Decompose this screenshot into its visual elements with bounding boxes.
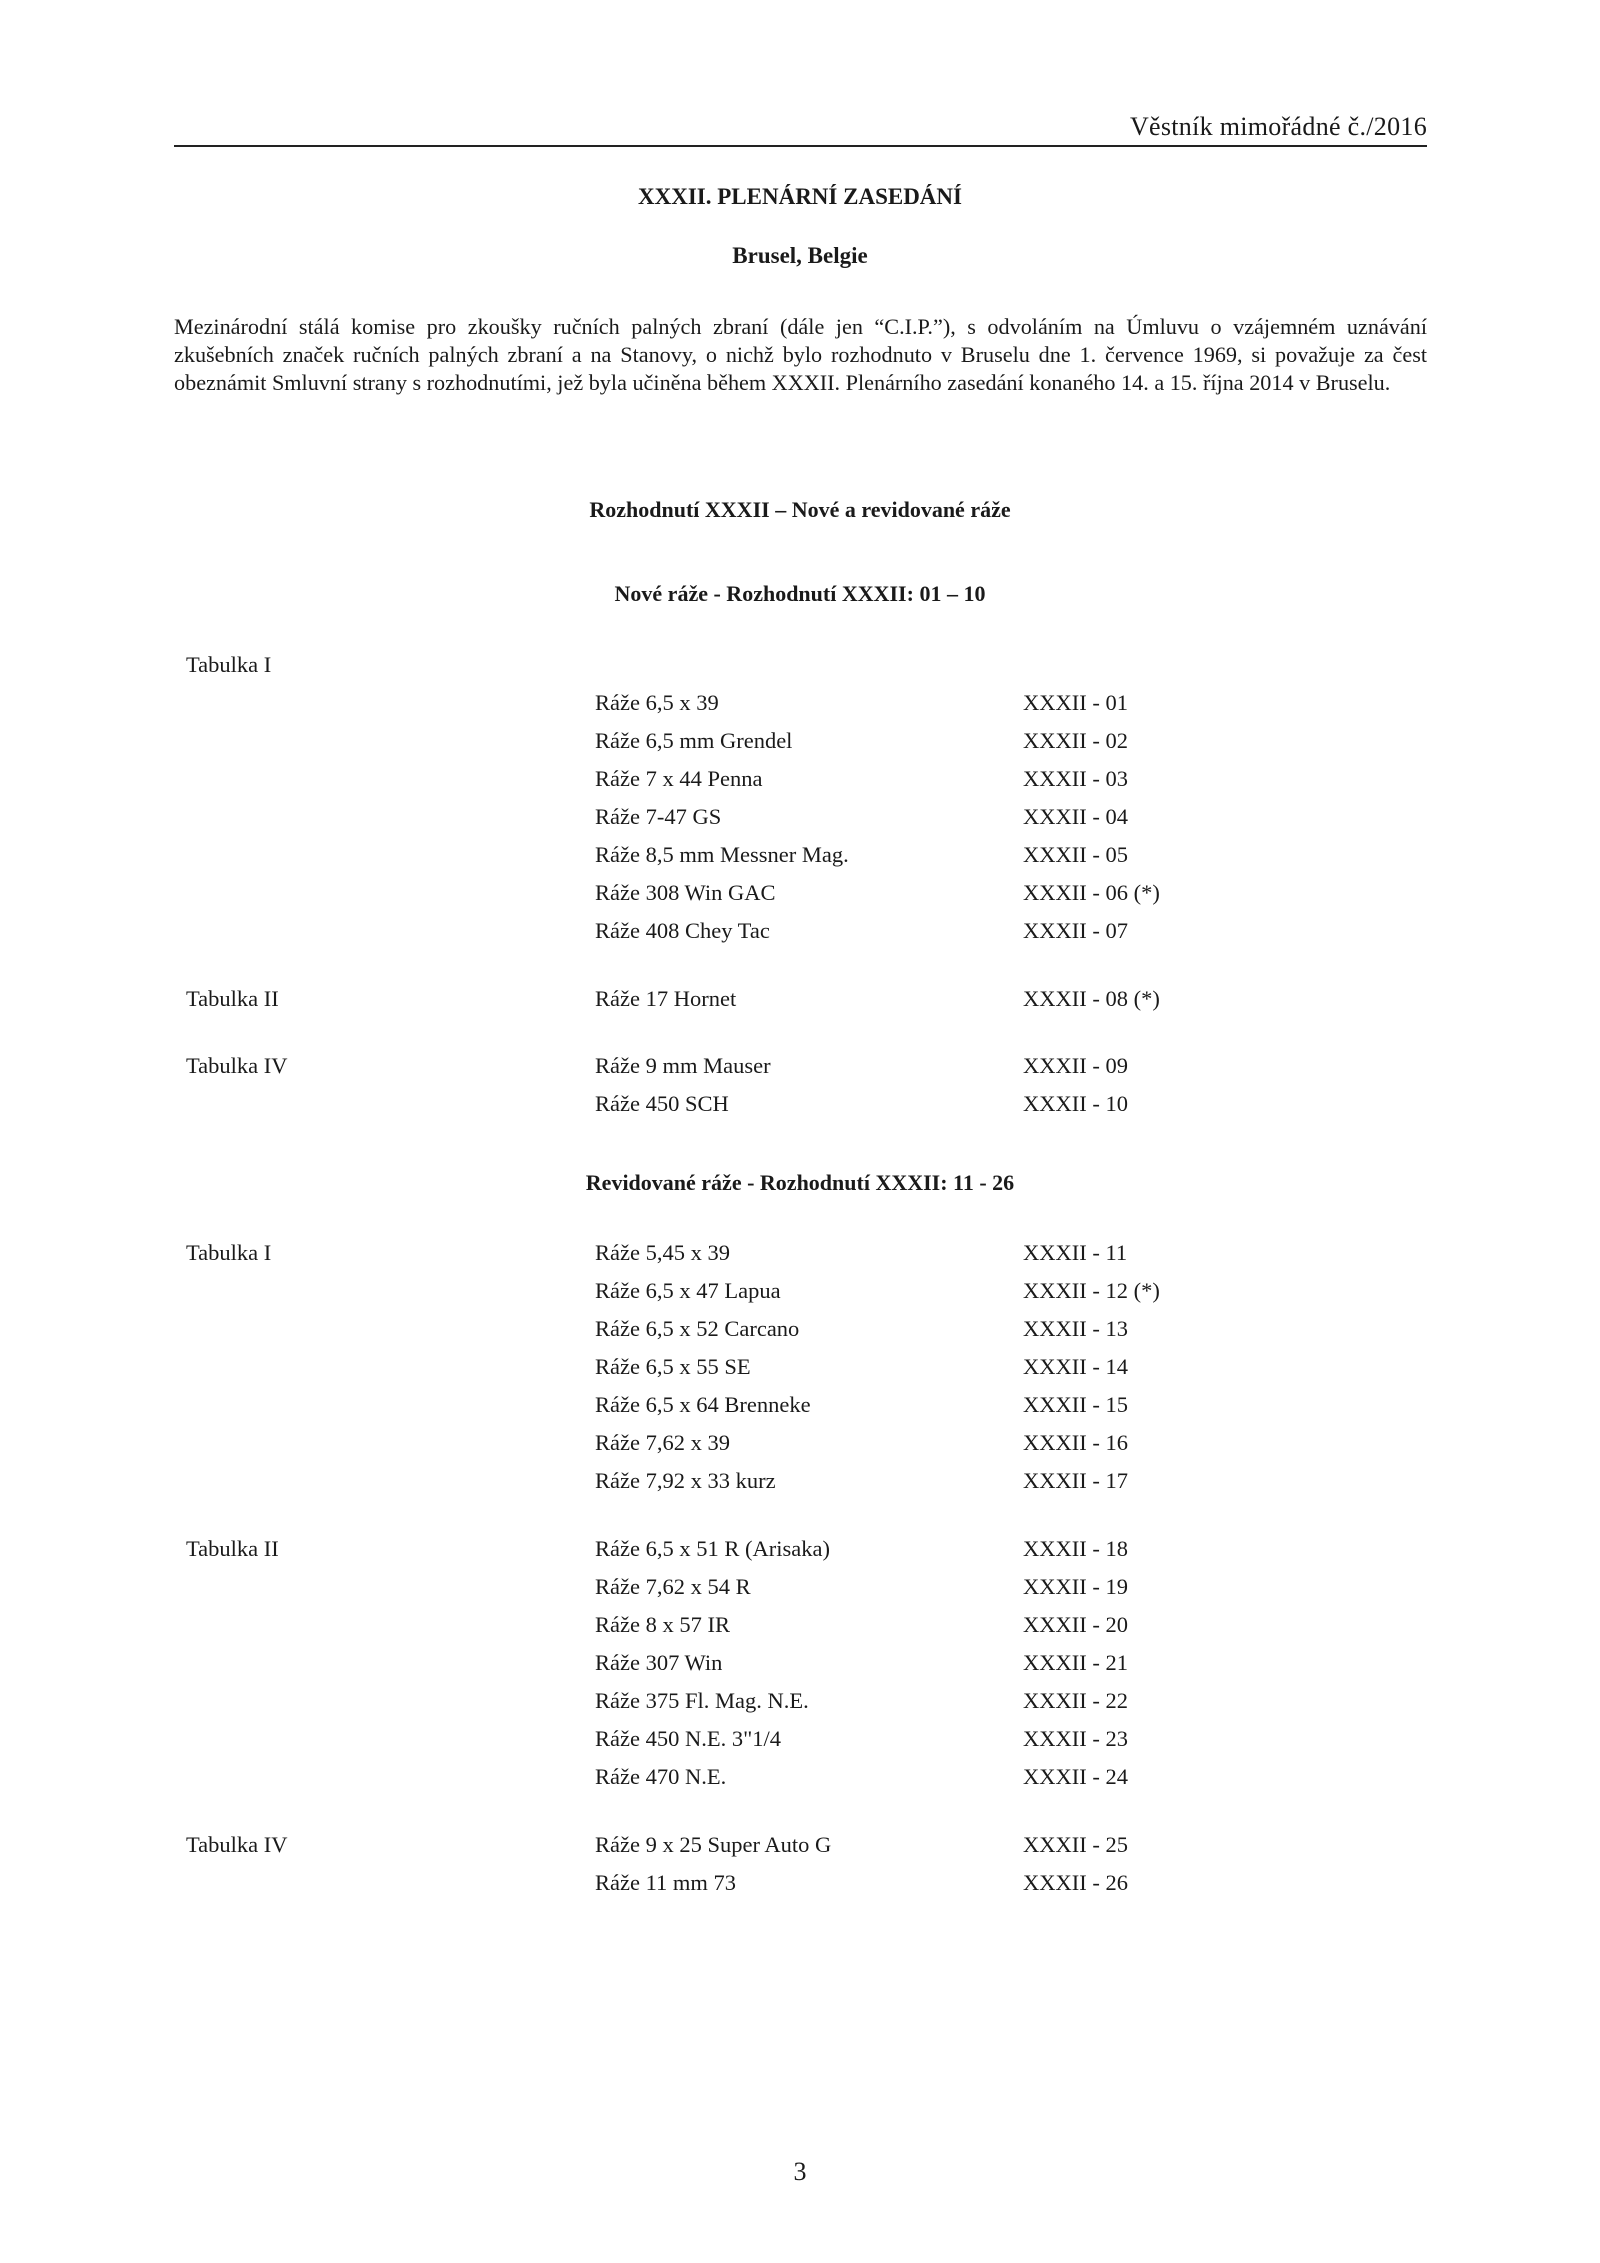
- decision-number: XXXII - 22: [1023, 1688, 1128, 1713]
- table-row: [0, 690, 1600, 720]
- caliber-name: Ráže 470 N.E.: [595, 1764, 727, 1789]
- decision-number: XXXII - 23: [1023, 1726, 1128, 1751]
- table-row: [0, 918, 1600, 948]
- decision-number: XXXII - 17: [1023, 1468, 1128, 1493]
- caliber-name: Ráže 308 Win GAC: [595, 880, 776, 905]
- table-row: [0, 652, 1600, 682]
- table-row: [0, 986, 1600, 1016]
- table-row: [0, 766, 1600, 796]
- header-rule: [174, 145, 1427, 147]
- page-number: 3: [793, 2157, 807, 2186]
- decision-number: XXXII - 10: [1023, 1091, 1128, 1116]
- table-row: [0, 804, 1600, 834]
- decision-number: XXXII - 20: [1023, 1612, 1128, 1637]
- decision-number: XXXII - 26: [1023, 1870, 1128, 1895]
- caliber-name: Ráže 8,5 mm Messner Mag.: [595, 842, 849, 867]
- table-row: [0, 1053, 1600, 1083]
- decision-number: XXXII - 04: [1023, 804, 1128, 829]
- caliber-name: Ráže 6,5 x 47 Lapua: [595, 1278, 781, 1303]
- decision-number: XXXII - 02: [1023, 728, 1128, 753]
- caliber-name: Ráže 6,5 x 39: [595, 690, 719, 715]
- caliber-name: Ráže 450 N.E. 3"1/4: [595, 1726, 782, 1751]
- caliber-name: Ráže 17 Hornet: [595, 986, 737, 1011]
- table-row: [0, 1832, 1600, 1862]
- decision-number: XXXII - 18: [1023, 1536, 1128, 1561]
- table-row: [0, 842, 1600, 872]
- revised-calibers-heading: Revidované ráže - Rozhodnutí XXXII: 11 - 26: [585, 1170, 1015, 1195]
- caliber-name: Ráže 9 x 25 Super Auto G: [595, 1832, 832, 1857]
- section-heading: Rozhodnutí XXXII – Nové a revidované ráže: [589, 497, 1011, 522]
- decision-number: XXXII - 06 (*): [1023, 880, 1160, 905]
- table-row: [0, 1278, 1600, 1308]
- table-row: [0, 1091, 1600, 1121]
- caliber-name: Ráže 6,5 x 64 Brenneke: [595, 1392, 811, 1417]
- caliber-name: Ráže 307 Win: [595, 1650, 723, 1675]
- decision-number: XXXII - 07: [1023, 918, 1128, 943]
- table-row: [0, 1612, 1600, 1642]
- table-group-label: Tabulka II: [186, 986, 279, 1011]
- caliber-name: Ráže 408 Chey Tac: [595, 918, 770, 943]
- caliber-name: Ráže 8 x 57 IR: [595, 1612, 730, 1637]
- caliber-name: Ráže 6,5 mm Grendel: [595, 728, 793, 753]
- table-group-label: Tabulka I: [186, 652, 272, 677]
- new-calibers-heading: Nové ráže - Rozhodnutí XXXII: 01 – 10: [614, 581, 986, 606]
- decision-number: XXXII - 15: [1023, 1392, 1128, 1417]
- table-row: [0, 880, 1600, 910]
- intro-paragraph: Mezinárodní stálá komise pro zkoušky ručních palných zbraní (dále jen “C.I.P.”), s odvoláním na Úmluvu o vzájemném uznávání zkušebních značek ručních palných zbraní a na Stanovy, o nichž bylo rozhodnuto v Bruselu dne 1. července 1969, si považuje za čest obeznámit Smluvní strany s rozhodnutími, jež byla učiněna během XXXII. Plenárního zasedání konaného 14. a 15. října 2014 v Bruselu.: [174, 314, 1427, 395]
- decision-number: XXXII - 16: [1023, 1430, 1128, 1455]
- decision-number: XXXII - 25: [1023, 1832, 1128, 1857]
- caliber-name: Ráže 11 mm 73: [595, 1870, 737, 1895]
- decision-number: XXXII - 13: [1023, 1316, 1128, 1341]
- journal-title: Věstník mimořádné č./2016: [1129, 112, 1427, 141]
- decision-number: XXXII - 05: [1023, 842, 1128, 867]
- table-row: [0, 1574, 1600, 1604]
- caliber-name: Ráže 7,92 x 33 kurz: [595, 1468, 776, 1493]
- caliber-name: Ráže 6,5 x 51 R (Arisaka): [595, 1536, 830, 1561]
- table-row: [0, 1430, 1600, 1460]
- table-row: [0, 1726, 1600, 1756]
- caliber-name: Ráže 7-47 GS: [595, 804, 722, 829]
- caliber-name: Ráže 6,5 x 55 SE: [595, 1354, 751, 1379]
- table-row: [0, 1536, 1600, 1566]
- caliber-name: Ráže 5,45 x 39: [595, 1240, 730, 1265]
- caliber-name: Ráže 6,5 x 52 Carcano: [595, 1316, 800, 1341]
- caliber-name: Ráže 7 x 44 Penna: [595, 766, 763, 791]
- document-subtitle: Brusel, Belgie: [732, 243, 868, 268]
- decision-number: XXXII - 11: [1023, 1240, 1128, 1265]
- table-row: [0, 1468, 1600, 1498]
- caliber-name: Ráže 375 Fl. Mag. N.E.: [595, 1688, 809, 1713]
- table-group-label: Tabulka II: [186, 1536, 279, 1561]
- decision-number: XXXII - 08 (*): [1023, 986, 1160, 1011]
- decision-number: XXXII - 03: [1023, 766, 1128, 791]
- caliber-name: Ráže 450 SCH: [595, 1091, 729, 1116]
- table-row: [0, 1316, 1600, 1346]
- decision-number: XXXII - 19: [1023, 1574, 1128, 1599]
- table-row: [0, 1870, 1600, 1900]
- table-row: [0, 1688, 1600, 1718]
- decision-number: XXXII - 24: [1023, 1764, 1128, 1789]
- decision-number: XXXII - 14: [1023, 1354, 1128, 1379]
- document-title: XXXII. PLENÁRNÍ ZASEDÁNÍ: [638, 184, 962, 209]
- table-row: [0, 1240, 1600, 1270]
- caliber-name: Ráže 7,62 x 54 R: [595, 1574, 751, 1599]
- table-row: [0, 1392, 1600, 1422]
- caliber-name: Ráže 7,62 x 39: [595, 1430, 730, 1455]
- caliber-name: Ráže 9 mm Mauser: [595, 1053, 771, 1078]
- decision-number: XXXII - 21: [1023, 1650, 1128, 1675]
- decision-number: XXXII - 01: [1023, 690, 1128, 715]
- table-row: [0, 1354, 1600, 1384]
- table-row: [0, 1764, 1600, 1794]
- table-group-label: Tabulka IV: [186, 1832, 288, 1857]
- decision-number: XXXII - 12 (*): [1023, 1278, 1160, 1303]
- table-row: [0, 728, 1600, 758]
- decision-number: XXXII - 09: [1023, 1053, 1128, 1078]
- table-group-label: Tabulka IV: [186, 1053, 288, 1078]
- table-group-label: Tabulka I: [186, 1240, 272, 1265]
- table-row: [0, 1650, 1600, 1680]
